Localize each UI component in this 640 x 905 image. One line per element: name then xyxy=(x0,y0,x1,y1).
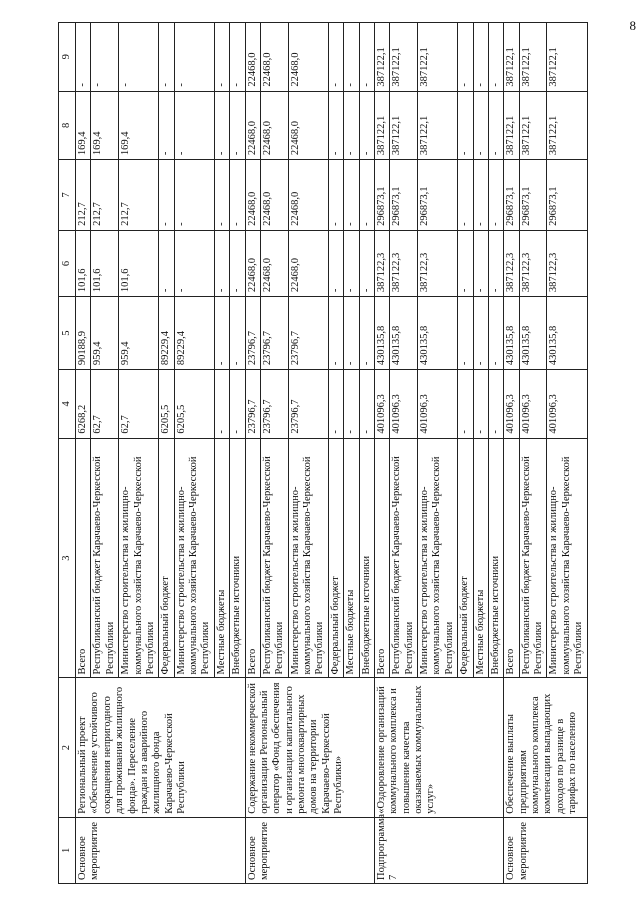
amount-cell: 959,4 xyxy=(119,297,159,370)
amount-cell: 296873,1 xyxy=(418,160,458,231)
amount-cell: 401096,3 xyxy=(390,370,418,439)
amount-cell: 387122,3 xyxy=(547,230,587,296)
amount-cell: - xyxy=(159,23,174,92)
funding-source-cell: Всего xyxy=(76,438,91,678)
amount-cell: - xyxy=(328,160,343,231)
amount-cell: 22468,0 xyxy=(288,160,328,231)
amount-cell: 89229,4 xyxy=(159,297,174,370)
amount-cell: 387122,3 xyxy=(390,230,418,296)
amount-cell: 23796,7 xyxy=(288,297,328,370)
amount-cell: - xyxy=(159,230,174,296)
table-body xyxy=(76,23,588,884)
funding-source-cell: Местные бюджеты xyxy=(344,438,359,678)
amount-cell: 23796,7 xyxy=(260,297,288,370)
amount-cell: - xyxy=(488,91,503,160)
funding-source-cell: Министерство строительства и жилищно-коммунального хозяйства Карачаево-Черкесской Республики xyxy=(119,438,159,678)
amount-cell: 387122,1 xyxy=(390,91,418,160)
funding-source-cell: Республиканский бюджет Карачаево-Черкесской Республики xyxy=(390,438,418,678)
amount-cell: - xyxy=(328,23,343,92)
amount-cell: 387122,1 xyxy=(418,91,458,160)
measure-type-cell: Основное мероприятие xyxy=(245,817,374,883)
amount-cell: 22468,0 xyxy=(288,91,328,160)
header-row xyxy=(59,23,76,884)
header-cell: 7 xyxy=(59,160,76,231)
amount-cell: - xyxy=(344,230,359,296)
amount-cell: 387122,1 xyxy=(374,91,389,160)
amount-cell: 430135,8 xyxy=(374,297,389,370)
amount-cell: - xyxy=(214,23,229,92)
amount-cell: - xyxy=(230,91,245,160)
funding-source-cell: Внебюджетные источники xyxy=(230,438,245,678)
amount-cell: - xyxy=(174,91,214,160)
amount-cell: - xyxy=(76,23,91,92)
amount-cell: - xyxy=(230,297,245,370)
amount-cell: 387122,1 xyxy=(418,23,458,92)
funding-source-cell: Министерство строительства и жилищно-коммунального хозяйства Карачаево-Черкесской Республики xyxy=(288,438,328,678)
amount-cell: - xyxy=(488,230,503,296)
amount-cell: - xyxy=(344,23,359,92)
amount-cell: 22468,0 xyxy=(260,230,288,296)
funding-source-cell: Министерство строительства и жилищно-коммунального хозяйства Карачаево-Черкесской Республики xyxy=(418,438,458,678)
funding-source-cell: Федеральный бюджет xyxy=(328,438,343,678)
amount-cell: - xyxy=(174,230,214,296)
measure-name-cell: Содержание некоммерческой организации Региональный оператор «Фонд обеспечения и организации капитального ремонта многоквартирных домов на территории Карачаево-Черкесской Республики» xyxy=(245,678,374,817)
amount-cell: 22468,0 xyxy=(245,230,260,296)
amount-cell: 22468,0 xyxy=(245,23,260,92)
amount-cell: - xyxy=(119,23,159,92)
amount-cell: 169,4 xyxy=(119,91,159,160)
amount-cell: 430135,8 xyxy=(418,297,458,370)
amount-cell: 387122,1 xyxy=(390,23,418,92)
funding-source-cell: Всего xyxy=(374,438,389,678)
amount-cell: 101,6 xyxy=(91,230,119,296)
amount-cell: 23796,7 xyxy=(288,370,328,439)
amount-cell: 387122,1 xyxy=(504,23,519,92)
amount-cell: 22468,0 xyxy=(260,23,288,92)
amount-cell: - xyxy=(214,160,229,231)
amount-cell: - xyxy=(488,370,503,439)
amount-cell: - xyxy=(214,370,229,439)
amount-cell: - xyxy=(359,230,374,296)
amount-cell: - xyxy=(344,160,359,231)
amount-cell: 23796,7 xyxy=(260,370,288,439)
amount-cell: - xyxy=(230,23,245,92)
funding-source-cell: Местные бюджеты xyxy=(473,438,488,678)
amount-cell: - xyxy=(91,23,119,92)
amount-cell: - xyxy=(473,160,488,231)
header-cell: 8 xyxy=(59,91,76,160)
amount-cell: - xyxy=(159,91,174,160)
amount-cell: 22468,0 xyxy=(260,91,288,160)
amount-cell: 22468,0 xyxy=(260,160,288,231)
amount-cell: 101,6 xyxy=(76,230,91,296)
header-cell: 1 xyxy=(59,817,76,883)
amount-cell: - xyxy=(488,23,503,92)
amount-cell: - xyxy=(174,160,214,231)
amount-cell: 212,7 xyxy=(119,160,159,231)
table-row xyxy=(504,23,519,884)
amount-cell: - xyxy=(328,297,343,370)
amount-cell: - xyxy=(359,297,374,370)
amount-cell: 22468,0 xyxy=(245,91,260,160)
amount-cell: - xyxy=(359,160,374,231)
amount-cell: - xyxy=(458,23,473,92)
amount-cell: 401096,3 xyxy=(374,370,389,439)
funding-source-cell: Внебюджетные источники xyxy=(359,438,374,678)
amount-cell: 23796,7 xyxy=(245,297,260,370)
amount-cell: 22468,0 xyxy=(245,160,260,231)
header-cell: 5 xyxy=(59,297,76,370)
amount-cell: - xyxy=(458,91,473,160)
amount-cell: 169,4 xyxy=(91,91,119,160)
amount-cell: 90188,9 xyxy=(76,297,91,370)
measure-name-cell: Обеспечение выплаты предприятиям коммунального комплекса компенсации выпадающих доходов по разнице в тарифах по населению xyxy=(504,678,587,817)
amount-cell: - xyxy=(473,230,488,296)
amount-cell: 401096,3 xyxy=(418,370,458,439)
header-cell: 6 xyxy=(59,230,76,296)
amount-cell: - xyxy=(458,297,473,370)
amount-cell: 387122,3 xyxy=(418,230,458,296)
measure-name-cell: «Оздоровление организаций коммунального комплекса и повышение качества оказываемых коммунальных услуг» xyxy=(374,678,503,817)
amount-cell: 212,7 xyxy=(91,160,119,231)
amount-cell: - xyxy=(344,297,359,370)
amount-cell: 6205,5 xyxy=(159,370,174,439)
header-cell: 4 xyxy=(59,370,76,439)
funding-source-cell: Республиканский бюджет Карачаево-Черкесской Республики xyxy=(91,438,119,678)
amount-cell: 401096,3 xyxy=(547,370,587,439)
amount-cell: 387122,3 xyxy=(519,230,547,296)
funding-source-cell: Республиканский бюджет Карачаево-Черкесской Республики xyxy=(519,438,547,678)
amount-cell: 401096,3 xyxy=(504,370,519,439)
amount-cell: 6268,2 xyxy=(76,370,91,439)
amount-cell: - xyxy=(473,91,488,160)
amount-cell: - xyxy=(214,297,229,370)
amount-cell: 22468,0 xyxy=(288,230,328,296)
amount-cell: 401096,3 xyxy=(519,370,547,439)
amount-cell: 62,7 xyxy=(119,370,159,439)
amount-cell: - xyxy=(359,91,374,160)
measure-name-cell: Региональный проект «Обеспечение устойчивого сокращения непригодного для проживания жилищного фонда». Переселение граждан из аварийного жилищного фонда Карачаево-Черкесской Республики xyxy=(76,678,246,817)
amount-cell: 89229,4 xyxy=(174,297,214,370)
funding-source-cell: Всего xyxy=(245,438,260,678)
amount-cell: 430135,8 xyxy=(547,297,587,370)
amount-cell: - xyxy=(458,370,473,439)
amount-cell: - xyxy=(328,91,343,160)
table-area xyxy=(58,22,638,884)
amount-cell: - xyxy=(473,297,488,370)
amount-cell: - xyxy=(230,230,245,296)
amount-cell: - xyxy=(174,23,214,92)
funding-source-cell: Местные бюджеты xyxy=(214,438,229,678)
funding-source-cell: Всего xyxy=(504,438,519,678)
amount-cell: 959,4 xyxy=(91,297,119,370)
amount-cell: 387122,1 xyxy=(504,91,519,160)
amount-cell: 387122,1 xyxy=(519,23,547,92)
funding-source-cell: Министерство строительства и жилищно-коммунального хозяйства Карачаево-Черкесской Республики xyxy=(547,438,587,678)
funding-source-cell: Федеральный бюджет xyxy=(458,438,473,678)
amount-cell: - xyxy=(344,370,359,439)
amount-cell: - xyxy=(473,370,488,439)
amount-cell: 387122,3 xyxy=(504,230,519,296)
amount-cell: - xyxy=(488,297,503,370)
amount-cell: 169,4 xyxy=(76,91,91,160)
funding-source-cell: Федеральный бюджет xyxy=(159,438,174,678)
amount-cell: 296873,1 xyxy=(519,160,547,231)
amount-cell: - xyxy=(230,160,245,231)
measure-type-cell: Подпрограмма 7 xyxy=(374,817,503,883)
header-cell: 2 xyxy=(59,678,76,817)
amount-cell: 101,6 xyxy=(119,230,159,296)
funding-source-cell: Внебюджетные источники xyxy=(488,438,503,678)
header-cell: 3 xyxy=(59,438,76,678)
amount-cell: - xyxy=(159,160,174,231)
budget-table xyxy=(58,22,588,884)
amount-cell: - xyxy=(328,230,343,296)
amount-cell: 387122,3 xyxy=(374,230,389,296)
amount-cell: - xyxy=(214,91,229,160)
amount-cell: - xyxy=(473,23,488,92)
amount-cell: 296873,1 xyxy=(374,160,389,231)
amount-cell: - xyxy=(214,230,229,296)
amount-cell: 296873,1 xyxy=(504,160,519,231)
amount-cell: 430135,8 xyxy=(390,297,418,370)
amount-cell: - xyxy=(344,91,359,160)
amount-cell: 387122,1 xyxy=(547,91,587,160)
table-row xyxy=(245,23,260,884)
amount-cell: 62,7 xyxy=(91,370,119,439)
amount-cell: 296873,1 xyxy=(390,160,418,231)
amount-cell: 430135,8 xyxy=(519,297,547,370)
page-number: 8 xyxy=(629,18,636,33)
amount-cell: - xyxy=(230,370,245,439)
header-cell: 9 xyxy=(59,23,76,92)
amount-cell: - xyxy=(458,160,473,231)
amount-cell: - xyxy=(328,370,343,439)
amount-cell: 387122,1 xyxy=(547,23,587,92)
measure-type-cell: Основное мероприятие xyxy=(76,817,246,883)
amount-cell: 212,7 xyxy=(76,160,91,231)
amount-cell: 6205,5 xyxy=(174,370,214,439)
table-row xyxy=(374,23,389,884)
amount-cell: 387122,1 xyxy=(519,91,547,160)
amount-cell: 387122,1 xyxy=(374,23,389,92)
measure-type-cell: Основное мероприятие xyxy=(504,817,587,883)
funding-source-cell: Министерство строительства и жилищно-коммунального хозяйства Карачаево-Черкесской Республики xyxy=(174,438,214,678)
amount-cell: - xyxy=(359,23,374,92)
amount-cell: 23796,7 xyxy=(245,370,260,439)
rotated-table-wrapper xyxy=(58,22,638,884)
amount-cell: - xyxy=(359,370,374,439)
amount-cell: - xyxy=(458,230,473,296)
amount-cell: 22468,0 xyxy=(288,23,328,92)
table-row xyxy=(76,23,91,884)
funding-source-cell: Республиканский бюджет Карачаево-Черкесской Республики xyxy=(260,438,288,678)
amount-cell: - xyxy=(488,160,503,231)
amount-cell: 296873,1 xyxy=(547,160,587,231)
amount-cell: 430135,8 xyxy=(504,297,519,370)
